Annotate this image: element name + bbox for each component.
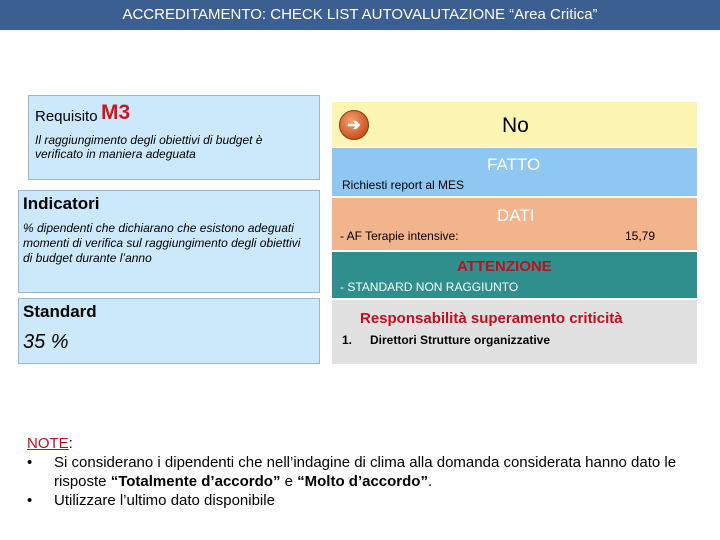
note-item-1-end: . [427,473,433,490]
dati-panel [332,198,697,250]
responsabilita-title: Responsabilità superamento criticità [360,310,623,327]
dati-item-value: 15,79 [625,229,656,243]
bullet-icon: • [27,492,33,509]
attenzione-label: ATTENZIONE [457,258,552,275]
page-title-bar [0,0,720,30]
page-title: ACCREDITAMENTO: CHECK LIST AUTOVALUTAZIONE “Area Critica” [122,6,598,23]
notes-colon: : [68,435,73,452]
fatto-label: FATTO [487,155,541,174]
attenzione-item: - STANDARD NON RAGGIUNTO [340,280,519,294]
requisito-code: M3 [101,101,131,124]
attenzione-panel [332,252,697,298]
esito-value: No [502,114,529,137]
dati-label: DATI [497,206,535,225]
fatto-note: Richiesti report al MES [342,178,465,192]
list-item [27,453,707,491]
list-item [27,491,707,510]
standard-title: Standard [23,302,97,321]
indicatori-panel [18,190,320,293]
notes-heading [27,434,707,453]
responsabilita-panel [332,300,697,364]
requisito-panel [28,95,320,180]
indicatori-title: Indicatori [23,194,100,213]
notes-section [27,434,707,510]
note-item-1-text: Si considerano i dipendenti che nell’indagine di clima alla domanda considerata hanno dato le risposte [54,454,677,490]
standard-value: 35 % [23,331,69,353]
note-item-1-answer-1: “Totalmente d’accordo” [110,473,281,490]
requisito-description: Il raggiungimento degli obiettivi di budget è verificato in maniera adeguata [35,133,263,161]
responsabilita-number: 1. [342,333,353,347]
standard-panel [18,298,320,364]
indicatori-description: % dipendenti che dichiarano che esistono adeguati momenti di verifica sul raggiungimento degli obiettivi di budget durante l’anno [23,221,301,265]
bullet-icon: • [27,454,33,471]
dati-item-label: - AF Terapie intensive: [340,229,459,243]
note-item-1-conjunction: e [280,473,298,490]
fatto-panel [332,148,697,196]
note-item-2-text: Utilizzare l’ultimo dato disponibile [54,492,275,509]
requisito-label: Requisito [35,108,98,125]
note-item-1-answer-2: “Molto d’accordo” [297,473,428,490]
esito-panel [332,102,697,147]
responsabilita-item: Direttori Strutture organizzative [370,333,551,347]
notes-title: NOTE [27,435,69,452]
arrow-right-icon[interactable]: ➔ [339,110,369,140]
